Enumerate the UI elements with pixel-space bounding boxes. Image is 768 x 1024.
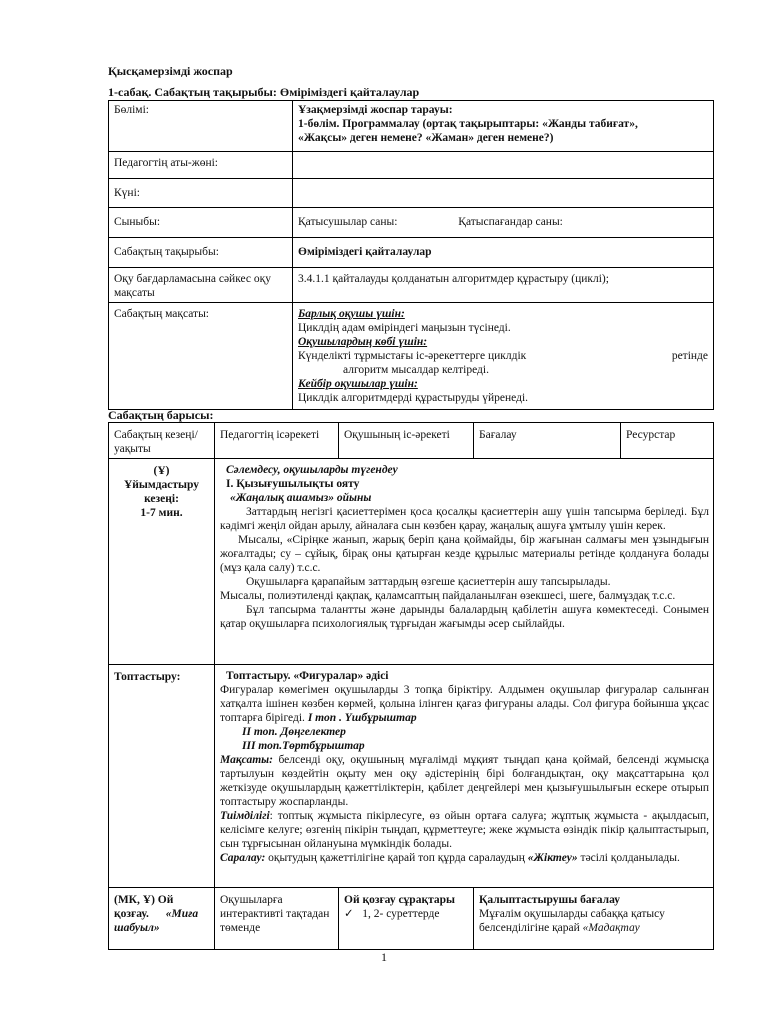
progress-table [108, 422, 714, 950]
longterm-value-1: 1-бөлім. Программалау (ортақ тақырыптары: «Жанды табиғат», [298, 118, 638, 130]
goal-most-text-1b: ретінде [671, 350, 708, 362]
date-value[interactable] [293, 179, 714, 208]
org-paragraph-1: Заттардың негізгі қасиеттерімен қоса қосалқы қасиеттерін ашу үшін тапсырма беріледі. Бұл кәдімгі жеңіл ойдан арылу, айналаға сын көзбен қарау, жаңалық ашуға ұмтылу үшін керек. [220, 506, 709, 532]
col-resources: Ресурстар [621, 423, 714, 459]
interest-heading: I. Қызығушылықты ояту [226, 478, 360, 490]
col-teacher: Педагогтің ісәрекеті [215, 423, 339, 459]
greet-text: Сәлемдесу, оқушыларды түгендеу [226, 464, 398, 476]
teacher-value[interactable] [293, 152, 714, 179]
grouping-text: Фигуралар көмегімен оқушыларды 3 топқа біріктіру. Алдымен оқушылар фигуралар салынған хатқалта ішінен көзбен көрмей, қолына ілінген қағаз фигураны алады. Сол фигура бойынша ұқсас топтарға бірігеді. [220, 684, 709, 724]
progress-row-organization [109, 459, 714, 665]
effect-heading: Тиімділігі [220, 810, 270, 822]
date-label: Күні: [109, 179, 293, 208]
stage-brainstorm-b [114, 907, 209, 921]
stage-organization-4: 1-7 мин. [140, 507, 183, 519]
assessment-text-1: Мұғалім оқушыларды сабаққа қатысу [479, 908, 665, 920]
longterm-label: Ұзақмерзімді жоспар тарауы: [298, 104, 453, 116]
page-number: 1 [381, 950, 387, 964]
lesson-title: 1-сабақ. Сабақтың тақырыбы: Өміріміздегі қайталаулар [108, 85, 420, 99]
info-row-topic [109, 238, 714, 268]
objective-value: 3.4.1.1 қайталауды қолданатын алгоритмдер құрастыру (циклі); [293, 268, 714, 303]
topic-value: Өміріміздегі қайталаулар [293, 238, 714, 268]
objective-label: Оқу бағдарламасына сәйкес оқу мақсаты [109, 268, 293, 303]
aim-paragraph [220, 753, 709, 809]
org-paragraph-2: Мысалы, «Сіріңке жанып, жарық беріп қана қоймайды, бір жағынан салмағы мен ұзындығын жоғалтады; су – сұйық, бірақ оны қатырған кезде құрылыс материалы ретінде қолдануға болады (мұз қала салу) т.с.с. [220, 534, 709, 574]
stage-brainstorm-b2: «Миға [165, 908, 199, 920]
topic-label: Сабақтың тақырыбы: [109, 238, 293, 268]
diff-text-1: оқытудың қажеттілігіне қарай топ құрда саралаудың [265, 852, 528, 864]
brainstorm-student [339, 888, 474, 950]
stage-brainstorm-c: шабуыл» [114, 922, 160, 934]
longterm-value-2: «Жақсы» деген немене? «Жаман» деген немене?) [298, 132, 554, 144]
stage-brainstorm-a: (МК, Ұ) Ой [114, 894, 174, 906]
stage-grouping: Топтастыру: [109, 665, 215, 888]
brainstorm-item [344, 907, 468, 921]
info-row-teacher [109, 152, 714, 179]
brainstorm-questions-heading: Ой қозғау сұрақтары [344, 894, 455, 906]
goal-cell [293, 303, 714, 410]
present-label: Қатысушылар саны: [298, 216, 398, 228]
col-stage: Сабақтың кезеңі/уақыты [109, 423, 215, 459]
progress-row-brainstorm [109, 888, 714, 950]
brainstorm-teacher: Оқушыларға интерактивті тақтадан төменде [215, 888, 339, 950]
brainstorm-item-text: 1, 2- суреттерде [362, 908, 440, 920]
absent-label: Қатыспағандар саны: [458, 216, 563, 228]
col-student: Оқушының іс-әрекеті [339, 423, 474, 459]
stage-organization-2: Ұйымдастыру [123, 479, 200, 491]
diff-heading: Саралау: [220, 852, 266, 864]
class-label: Сыныбы: [109, 208, 293, 238]
org-paragraph-4: Бұл тапсырма талантты және дарынды балалардың қабілетін ашуға көмектеседі. Сонымен қатар оқушыларға психологиялық тұрғыдан жағымды әсер сыйлайды. [220, 604, 709, 630]
stage-organization [109, 459, 215, 665]
stage-brainstorm [109, 888, 215, 950]
attendance-cell [293, 208, 714, 238]
goal-most-text-1: Күнделікті тұрмыстағы іс-әрекеттерге циклдік [298, 350, 527, 362]
aim-text: белсенді оқу, оқушының мұғалімді мұқият тыңдап қана қоймай, белсенді жұмысқа тартылуын көздейтін оқыту мен оқу әдістерінің бірі болғандықтан, оқу мақсаттарына қол жеткізуде оқушылардың қажеттіліктерін, қабілет деңгейлері мен қызығушылығын ескере отырып топтастыру жоспарланды. [220, 754, 709, 808]
diff-text-3: тәсілі қолданылады. [577, 852, 680, 864]
info-row-section [109, 101, 714, 152]
aim-heading: Мақсаты: [220, 754, 273, 766]
group-1: I топ . Үшбұрыштар [307, 712, 417, 724]
goal-most-text-2: алгоритм мысалдар келтіреді. [343, 364, 489, 376]
info-row-date [109, 179, 714, 208]
assessment-text-2 [479, 921, 708, 935]
effect-text: : топтық жұмыста пікірлесуге, өз ойын ортаға салуға; жұптық жұмыста - ақылдасып, келісімге келуге; өзгенің пікірін тыңдап, құрметтеуге; жеке жұмыста өзіндік пікір қалыптастырып, сын тұрғысынан ойлануына мүмкіндік болады. [220, 810, 709, 850]
goal-most-line-1 [298, 349, 708, 363]
longterm-cell [293, 101, 714, 152]
effect-paragraph [220, 809, 709, 851]
stage-organization-3: кезеңі: [144, 493, 179, 505]
section-label: Бөлімі: [109, 101, 293, 152]
progress-title: Сабақтың барысы: [108, 408, 214, 422]
progress-row-grouping [109, 665, 714, 888]
assessment-text-2b: «Мадақтау [582, 922, 640, 934]
progress-header-row [109, 423, 714, 459]
goal-some-heading: Кейбір оқушылар үшін: [298, 378, 418, 390]
stage-organization-1: (Ұ) [153, 465, 170, 477]
col-assessment: Бағалау [474, 423, 621, 459]
assessment-text-2a: белсенділігіне қарай [479, 922, 583, 934]
diff-paragraph [220, 851, 709, 865]
grouping-paragraph [220, 683, 709, 725]
plan-title: Қысқамерзімді жоспар [108, 64, 233, 78]
teacher-label: Педагогтің аты-жөні: [109, 152, 293, 179]
info-row-class [109, 208, 714, 238]
diff-text-2: «Жіктеу» [527, 852, 578, 864]
group-3: III топ.Төртбұрыштар [242, 740, 365, 752]
goal-all-heading: Барлық оқушы үшін: [298, 308, 405, 320]
assessment-heading: Қалыптастырушы бағалау [479, 894, 621, 906]
brainstorm-assessment [474, 888, 714, 950]
goal-most-heading: Оқушылардың көбі үшін: [298, 336, 428, 348]
info-row-objective [109, 268, 714, 303]
game-heading: «Жаңалық ашамыз» ойыны [230, 492, 372, 504]
grouping-content [215, 665, 714, 888]
info-row-goal [109, 303, 714, 410]
grouping-heading: Топтастыру. «Фигуралар» әдісі [226, 670, 389, 682]
checkmark-icon: ✓ [344, 908, 354, 920]
goal-all-text: Циклдің адам өміріндегі маңызын түсінеді. [298, 322, 511, 334]
group-2: II топ. Дөңгелектер [242, 726, 346, 738]
organization-content [215, 459, 714, 665]
stage-brainstorm-b1: қозғау. [114, 908, 152, 920]
goal-some-text: Циклдік алгоритмдерді құрастыруды үйренеді. [298, 392, 529, 404]
org-paragraph-3a: Оқушыларға қарапайым заттардың өзгеше қасиеттерін ашу тапсырылады. [246, 576, 611, 588]
org-paragraph-3b: Мысалы, полиэтилендi қақпақ, қаламсаптың пайдаланылған өзекшесі, шеге, балмұздақ т.с.с. [220, 590, 676, 602]
info-table [108, 100, 714, 410]
goal-label: Сабақтың мақсаты: [109, 303, 293, 410]
